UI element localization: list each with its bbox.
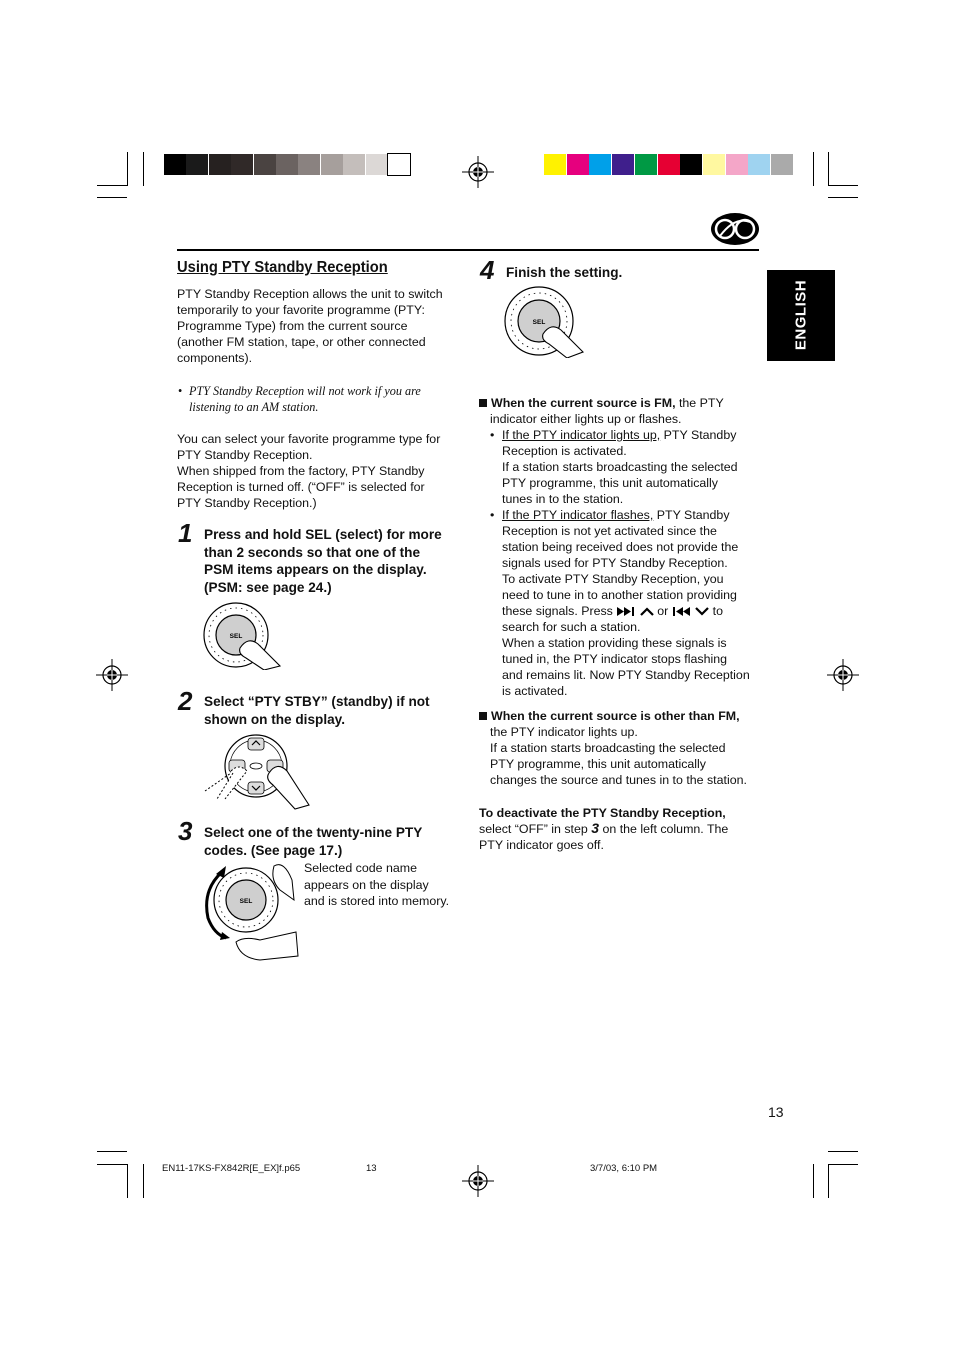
am-note [189,383,421,415]
crop-mark [97,197,127,198]
condition-text: PTY Standby [660,428,737,442]
deactivate-text [479,820,728,853]
color-swatch [321,154,343,175]
crop-mark [828,1151,858,1152]
text-line: appears on the display [304,877,429,892]
condition-text: PTY Standby [653,508,730,522]
crop-mark [97,1151,127,1152]
text-line: Finish the setting. [506,265,623,280]
arrow-keys-press-illustration [203,733,313,811]
text-line [502,427,738,443]
bullet-dot: • [490,428,495,442]
crop-mark [828,152,829,186]
text-line: PSM items appears on the display. [204,562,427,577]
or-text: or [657,604,669,618]
color-swatch [635,154,657,175]
crop-mark [97,1164,127,1165]
text-line: the PTY indicator lights up. [490,725,638,739]
color-swatch [589,154,611,175]
crop-mark [828,1164,858,1165]
text-line: components). [177,351,253,365]
sel-dial-press-illustration [503,286,588,358]
text-line: PTY programme, this unit automatically [502,476,719,490]
skip-back-icon [672,607,692,616]
text-line: Reception is not yet activated since the [502,524,717,538]
text-line: Select one of the twenty-nine PTY [204,825,423,840]
fm-source-heading [479,395,724,411]
text-line: and is stored into memory. [304,894,450,908]
text-line: and remains lit. Now PTY Standby Reception [502,668,750,682]
text-line: If a station starts broadcasting the selected [490,741,726,755]
language-tab-label: ENGLISH [792,279,810,351]
color-swatch [748,154,770,175]
text-line: changes the source and tunes in to the station. [490,773,747,787]
color-swatch [388,154,410,175]
text-line: PTY programme, this unit automatically [490,757,707,771]
bullet-flashes [502,507,750,699]
step-number: 4 [480,255,495,285]
text-fragment: select “OFF” in step [479,822,592,836]
color-swatch [231,154,253,175]
step-instruction [506,264,622,282]
footer-page: 13 [366,1163,377,1174]
text-line: than 2 seconds so that one of the [204,544,421,560]
color-swatch [703,154,725,175]
text-line [502,603,750,619]
text-line: PTY indicator goes off. [479,838,604,852]
crop-mark [143,1164,144,1198]
text-line: PTY Standby Reception will not work if you are [189,384,421,398]
text-line: shown on the display. [204,711,345,727]
sel-dial-press-illustration [200,602,285,670]
condition-underlined: If the PTY indicator flashes, [502,508,654,522]
text-line [502,507,750,523]
text-line: When a station providing these signals is [502,636,727,650]
crop-mark [127,1164,128,1198]
color-swatch [276,154,298,175]
intro-paragraph [177,286,443,366]
color-swatch [186,154,208,175]
color-swatch [771,154,793,175]
registration-target-icon [96,659,128,691]
text-line: codes. (See page 17.) [204,842,343,858]
bullet-dot: • [490,508,495,522]
text-line: is activated. [502,684,568,698]
crop-mark [127,152,128,186]
text-line: signals used for PTY Standby Reception. [502,556,728,570]
text-line: Press and hold SEL (select) for more [204,527,442,542]
text-line: indicator either lights up or flashes. [490,412,682,426]
crop-mark [828,1164,829,1198]
text-line: tunes in to the station. [502,492,624,506]
text-line: search for such a station. [502,620,641,634]
language-tab [767,270,835,361]
text-line: You can select your favorite programme type for [177,432,441,446]
text-line: Reception is turned off. (“OFF” is selected for [177,480,425,494]
color-swatch [612,154,634,175]
step-number: 1 [178,518,193,548]
heading-bold: When the current source is other than FM, [491,709,740,723]
color-swatch [726,154,748,175]
text-line: If a station starts broadcasting the selected [502,460,738,474]
text-line: Programme Type) from the current source [177,319,408,333]
text-line: listening to an AM station. [189,400,319,414]
color-swatch [298,154,320,175]
page-number: 13 [768,1104,784,1120]
color-swatch [567,154,589,175]
text-line: When shipped from the factory, PTY Standby [177,464,425,478]
text-line: (PSM: see page 24.) [204,579,332,595]
step3-caption [304,860,449,910]
sel-label: SEL [229,633,243,640]
to-text: to [712,604,723,618]
step-number: 2 [178,686,193,716]
square-bullet-icon [479,399,487,407]
text-line: (another FM station, tape, or other connected [177,335,426,349]
chevron-down-icon [695,607,709,616]
step-instruction [204,526,442,596]
condition-underlined: If the PTY indicator lights up, [502,428,661,442]
crop-mark [143,152,144,186]
text-line: PTY Standby Reception.) [177,496,317,510]
color-swatch [544,154,566,175]
section-title: Using PTY Standby Reception [177,259,388,276]
text-line: PTY Standby Reception allows the unit to switch [177,287,443,301]
step-instruction [204,824,422,859]
crop-mark [813,1164,814,1198]
deactivate-heading: To deactivate the PTY Standby Reception, [479,806,726,820]
registration-target-icon [462,156,494,188]
step-reference: 3 [591,820,600,836]
other-source-text [490,724,747,788]
press-text: these signals. Press [502,604,613,618]
crop-mark [828,185,858,186]
text-fragment: on the left column. The [599,822,729,836]
color-swatch [658,154,680,175]
chevron-up-icon [640,607,654,616]
text-line: Selected code name [304,861,417,875]
text-line: tuned in, the PTY indicator stops flashing [502,652,728,666]
text-line: station being received does not provide the [502,540,739,554]
color-swatch [254,154,276,175]
color-swatch [680,154,702,175]
factory-default-paragraph [177,431,440,511]
color-swatch [366,154,388,175]
color-swatch [209,154,231,175]
sel-dial-rotate-illustration [200,860,300,964]
bullet-lights-up [502,427,738,507]
other-source-heading [479,708,740,724]
color-swatch [343,154,365,175]
text-line: need to tune in to another station providing [502,588,737,602]
step-instruction [204,693,430,728]
heading-text: the PTY [675,396,724,410]
rds-logo-icon [710,212,760,246]
crop-mark [813,152,814,186]
step-number: 3 [178,816,193,846]
square-bullet-icon [479,712,487,720]
header-rule [177,249,759,251]
sel-label: SEL [239,898,253,905]
color-swatch [164,154,186,175]
note-bullet: • [178,384,183,398]
text-line: To activate PTY Standby Reception, you [502,572,724,586]
sel-label: SEL [532,319,546,326]
text-line [479,820,728,837]
registration-target-icon [827,659,859,691]
skip-forward-icon [616,607,636,616]
crop-mark [828,197,858,198]
crop-mark [97,185,127,186]
heading-bold: When the current source is FM, [491,396,676,410]
footer-date: 3/7/03, 6:10 PM [590,1163,658,1174]
text-line: Reception is activated. [502,444,627,458]
text-line: temporarily to your favorite programme (PTY: [177,303,425,317]
footer-filename: EN11-17KS-FX842R[E_EX]f.p65 [162,1163,301,1174]
registration-target-icon [462,1165,494,1197]
text-line: Select “PTY STBY” (standby) if not [204,694,430,709]
text-line: PTY Standby Reception. [177,448,313,462]
